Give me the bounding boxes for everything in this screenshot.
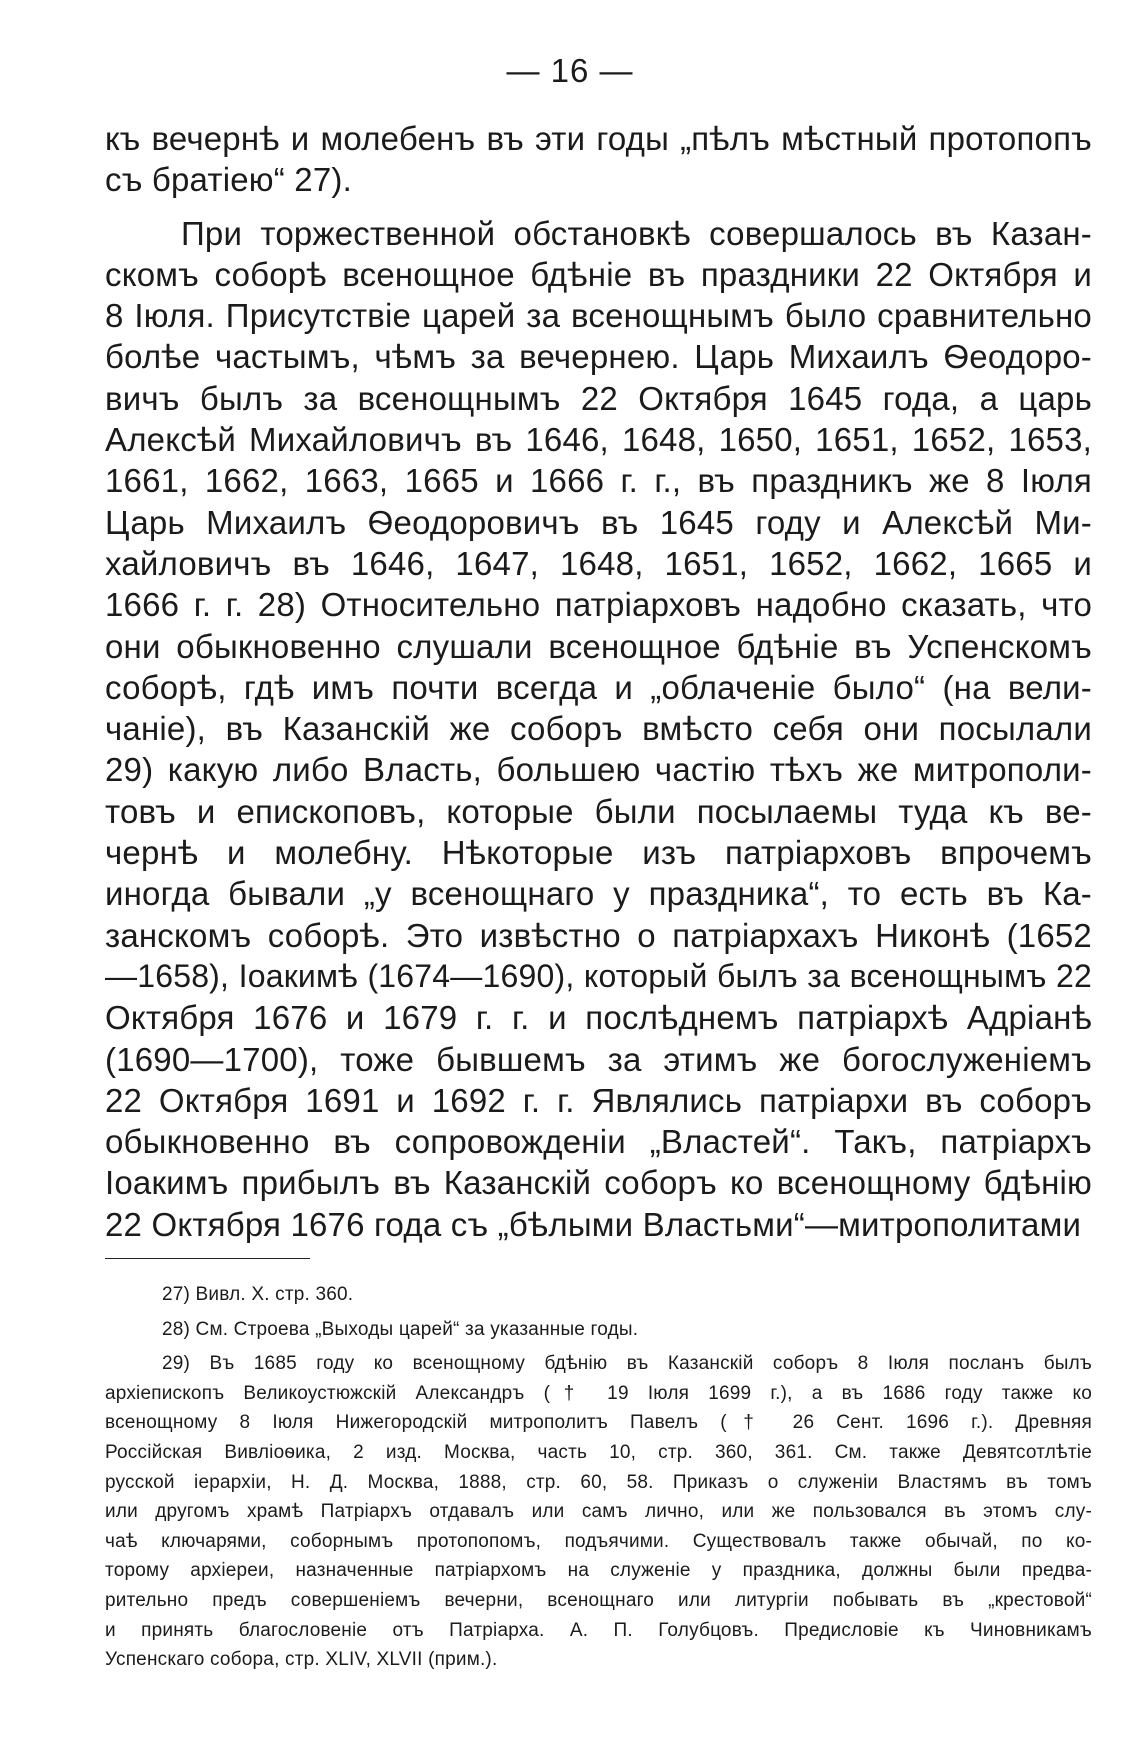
main-text: [105, 118, 1092, 1245]
text-line: Октября 1676 и 1679 г. г. и послѣднемъ патріархѣ Адріанѣ: [105, 999, 1092, 1037]
footnote-line: чаѣ ключарями, соборнымъ протопопомъ, подъячими. Существовалъ также обычай, по ко-: [105, 1530, 1092, 1552]
footnote-27: 27) Вивл. X. стр. 360.: [162, 1284, 354, 1305]
text-line: чернѣ и молебну. Нѣкоторые изъ патріарховъ впрочемъ: [105, 834, 1092, 872]
text-line: соборѣ, гдѣ имъ почти всегда и „облаченіе было“ (на вели-: [105, 668, 1092, 706]
footnotes: [105, 1280, 1092, 1675]
text-line: Алексѣй Михайловичъ въ 1646, 1648, 1650, 1651, 1652, 1653,: [105, 421, 1092, 459]
text-line: 29) какую либо Власть, большею частію тѣхъ же митрополи-: [105, 751, 1092, 789]
text-line: 1661, 1662, 1663, 1665 и 1666 г. г., въ праздникъ же 8 Іюля: [105, 462, 1092, 500]
text-line: они обыкновенно слушали всенощное бдѣніе въ Успенскомъ: [105, 627, 1092, 665]
footnote-line: или другомъ храмѣ Патріархъ отдавалъ или самъ лично, или же пользовался въ этомъ слу-: [105, 1501, 1092, 1523]
text-line: (1690—1700), тоже бывшемъ за этимъ же богослуженіемъ: [105, 1040, 1092, 1078]
text-line: 22 Октября 1691 и 1692 г. г. Являлись патріархи въ соборъ: [105, 1081, 1092, 1119]
footnote-line: торому архіереи, назначенные патріархомъ на служеніе у праздника, должны были предва-: [105, 1560, 1092, 1582]
text-line: При торжественной обстановкѣ совершалось въ Казан-: [181, 214, 1092, 252]
footnote-line: Успенскаго собора, стр. XLIV, XLVII (прим.).: [105, 1649, 498, 1671]
footnote-divider: [105, 1258, 310, 1259]
footnote-line: Россійская Вивліоѳика, 2 изд. Москва, часть 10, стр. 360, 361. См. также Девятсотлѣтіе: [105, 1441, 1092, 1463]
text-line: товъ и епископовъ, которые были посылаемы туда къ ве-: [105, 792, 1092, 830]
footnote-line: рительно предъ совершеніемъ вечерни, всенощнаго или литургіи побывать въ „крестовой“: [105, 1589, 1092, 1611]
text-line: 22 Октября 1676 года съ „бѣлыми Властьми“—митрополитами: [105, 1205, 1082, 1243]
footnote-line: архіепископъ Великоустюжскій Александръ († 19 Іюля 1699 г.), а въ 1686 году также ко: [105, 1382, 1092, 1404]
text-line: занскомъ соборѣ. Это извѣстно о патріархахъ Никонѣ (1652: [105, 916, 1092, 954]
footnote-line: и принять благословеніе отъ Патріарха. А. П. Голубцовъ. Предисловіе къ Чиновникамъ: [105, 1619, 1092, 1641]
footnote-29: 29) Въ 1685 году ко всенощному бдѣнію въ Казанскій соборъ 8 Іюля посланъ былъ: [162, 1353, 1092, 1375]
footnote-line: русской іерархіи, Н. Д. Москва, 1888, стр. 60, 58. Приказъ о служеніи Властямъ въ томъ: [105, 1471, 1092, 1493]
text-line: хайловичъ въ 1646, 1647, 1648, 1651, 1652, 1662, 1665 и: [105, 544, 1092, 582]
footnote-28: 28) См. Строева „Выходы царей“ за указанные годы.: [162, 1318, 639, 1340]
text-line: 1666 г. г. 28) Относительно патріарховъ надобно сказать, что: [105, 586, 1092, 624]
text-line: скомъ соборѣ всенощное бдѣніе въ праздники 22 Октября и: [105, 255, 1092, 293]
text-line: Царь Михаилъ Ѳеодоровичъ въ 1645 году и Алексѣй Ми-: [105, 503, 1092, 541]
text-line: болѣе частымъ, чѣмъ за вечернею. Царь Михаилъ Ѳеодоро-: [105, 338, 1092, 376]
text-line: вичъ былъ за всенощнымъ 22 Октября 1645 года, а царь: [105, 379, 1092, 417]
text-line: —1658), Іоакимѣ (1674—1690), который былъ за всенощнымъ 22: [105, 957, 1092, 994]
text-line: къ вечернѣ и молебенъ въ эти годы „пѣлъ мѣстный протопопъ съ братіею“ 27).: [105, 120, 1092, 199]
text-line: чаніе), въ Казанскій же соборъ вмѣсто себя они посылали: [105, 710, 1092, 748]
page-number: — 16 —: [506, 52, 634, 89]
text-line: обыкновенно въ сопровожденіи „Властей“. Такъ, патріархъ: [105, 1123, 1092, 1161]
text-line: 8 Іюля. Присутствіе царей за всенощнымъ было сравнительно: [105, 297, 1092, 335]
footnote-line: всенощному 8 Іюля Нижегородскій митрополитъ Павелъ († 26 Сент. 1696 г.). Древняя: [105, 1412, 1092, 1434]
text-line: иногда бывали „у всенощнаго у праздника“, то есть въ Ка-: [105, 875, 1092, 913]
text-line: Іоакимъ прибылъ въ Казанскій соборъ ко всенощному бдѣнію: [105, 1164, 1092, 1202]
